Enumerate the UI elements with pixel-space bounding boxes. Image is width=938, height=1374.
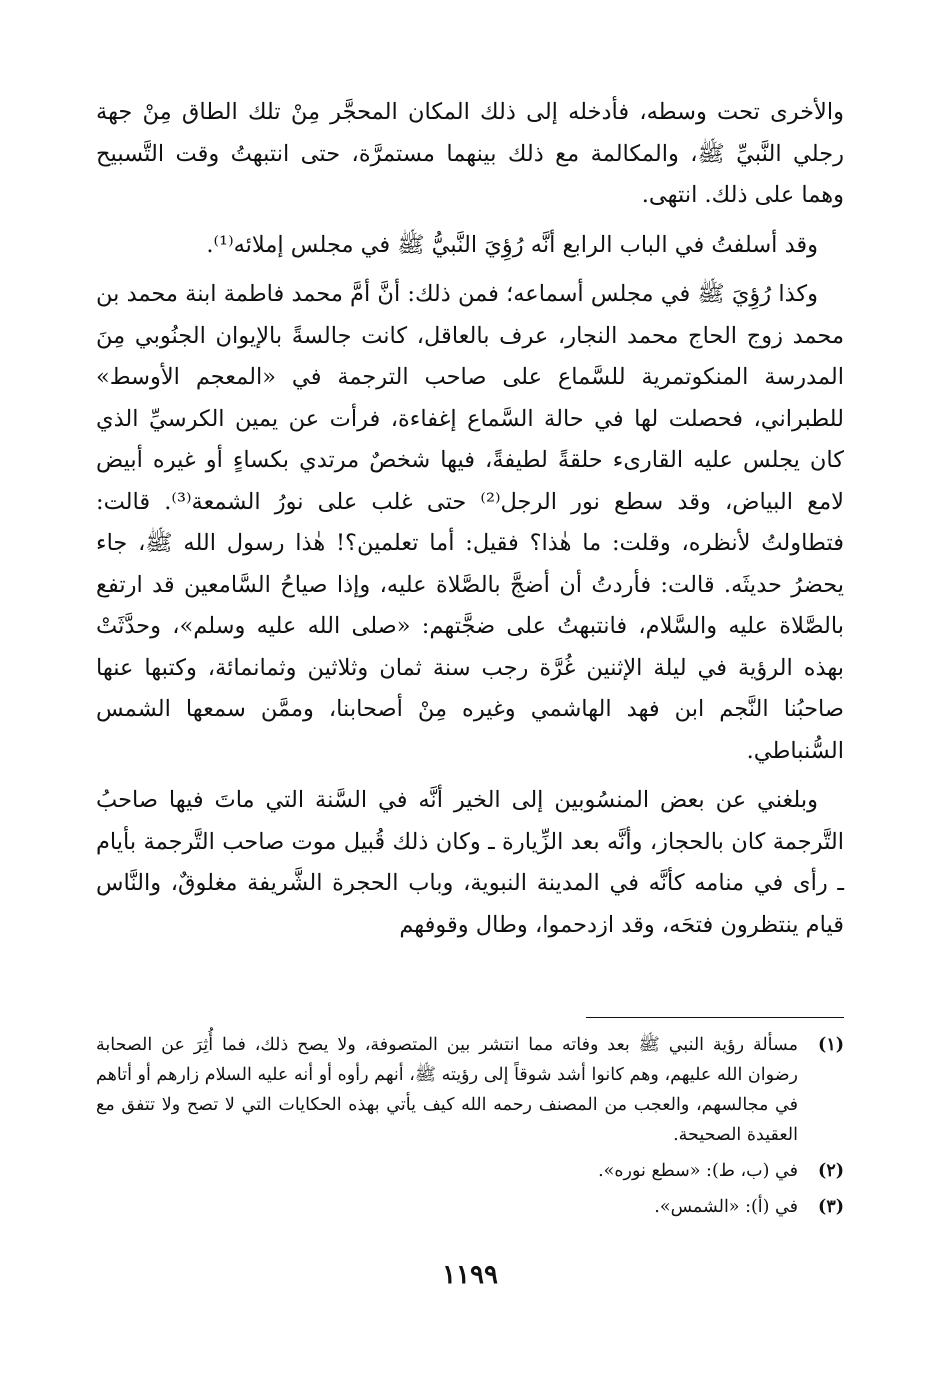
footnote-3 bbox=[96, 1192, 844, 1222]
paragraph-3: وكذا رُؤِيَ ﷺ في مجلس أسماعه؛ فمن ذلك: أنَّ أمَّ محمد فاطمة ابنة محمد بن محمد زوج الحاج محمد النجار، عرف بالعاقل، كانت جالسةً بالإيوان الجنُوبي مِنَ المدرسة المنكوتمرية للسَّماع على صاحب الترجمة في «المعجم الأوسط» للطبراني، فحصلت لها في حالة السَّماع إغفاءة، فرأت عن يمين الكرسيِّ الذي كان يجلس عليه القارىء حلقةً لطيفةً، فيها شخصٌ مرتدي بكساءٍ أو غيره أبيض لامع البياض، وقد سطع نور الرجل⁽²⁾ حتى غلب على نورُ الشمعة⁽³⁾. قالت: فتطاولتُ لأنظره، وقلت: ما هٰذا؟ فقيل: أما تعلمين؟! هٰذا رسول الله ﷺ، جاء يحضرُ حديثَه. قالت: فأردتُ أن أضجَّ بالصَّلاة عليه، وإذا صياحُ السَّامعين قد ارتفع بالصَّلاة عليه والسَّلام، فانتبهتُ على ضجَّتهم: «صلى الله عليه وسلم»، وحدَّثَتْ بهذه الرؤية في ليلة الإثنين غُرَّة رجب سنة ثمان وثلاثين وثمانمائة، وكتبها عنها صاحبُنا النَّجم ابن فهد الهاشمي وغيره مِنْ أصحابنا، وممَّن سمعها الشمس السُّنباطي. bbox=[96, 281, 844, 764]
page-body bbox=[96, 92, 844, 1322]
paragraph-1: والأخرى تحت وسطه، فأدخله إلى ذلك المكان المحجَّر مِنْ تلك الطاق مِنْ جهة رجلي النَّبيِّ ﷺ، والمكالمة مع ذلك بينهما مستمرَّة، حتى انتبهتُ وقت التَّسبيح وهما على ذلك. انتهى. bbox=[96, 99, 844, 208]
footnote-number: (٢) bbox=[818, 1161, 844, 1181]
footnote-text: في (أ): «الشمس». bbox=[654, 1197, 798, 1217]
footnote-divider bbox=[586, 1017, 844, 1018]
footnote-1 bbox=[96, 1030, 844, 1150]
footnote-number: (٣) bbox=[818, 1197, 844, 1217]
footnotes bbox=[96, 1030, 844, 1228]
page-number: ١١٩٩ bbox=[442, 1260, 498, 1290]
footnote-text: مسألة رؤية النبي ﷺ بعد وفاته مما انتشر بين المتصوفة، ولا يصح ذلك، فما أُثِرَ عن الصحابة رضوان الله عليهم، وهم كانوا أشد شوقاً إلى رؤيته ﷺ، أنهم رأوه أو أنه عليه السلام زارهم أو أتاهم في مجالسهم، والعجب من المصنف رحمه الله كيف يأتي بهذه الحكايات التي لا تصح ولا تتفق مع العقيدة الصحيحة. bbox=[96, 1035, 798, 1145]
paragraph-4: وبلغني عن بعض المنسُوبين إلى الخير أنَّه في السَّنة التي ماتَ فيها صاحبُ التَّرجمة كان بالحجاز، وأنَّه بعد الزِّيارة ـ وكان ذلك قُبيل موت صاحب التَّرجمة بأيام ـ رأى في منامه كأنَّه في المدينة النبوية، وباب الحجرة الشَّريفة مغلوقٌ، والنَّاس قيام ينتظرون فتحَه، وقد ازدحموا، وطال وقوفهم bbox=[96, 787, 844, 938]
footnote-number: (١) bbox=[818, 1035, 844, 1055]
footnote-text: في (ب، ط): «سطع نوره». bbox=[598, 1161, 798, 1181]
paragraph-2: وقد أسلفتُ في الباب الرابع أنَّه رُؤِيَ النَّبيُّ ﷺ في مجلس إملائه⁽¹⁾. bbox=[206, 231, 818, 258]
footnote-2 bbox=[96, 1156, 844, 1186]
